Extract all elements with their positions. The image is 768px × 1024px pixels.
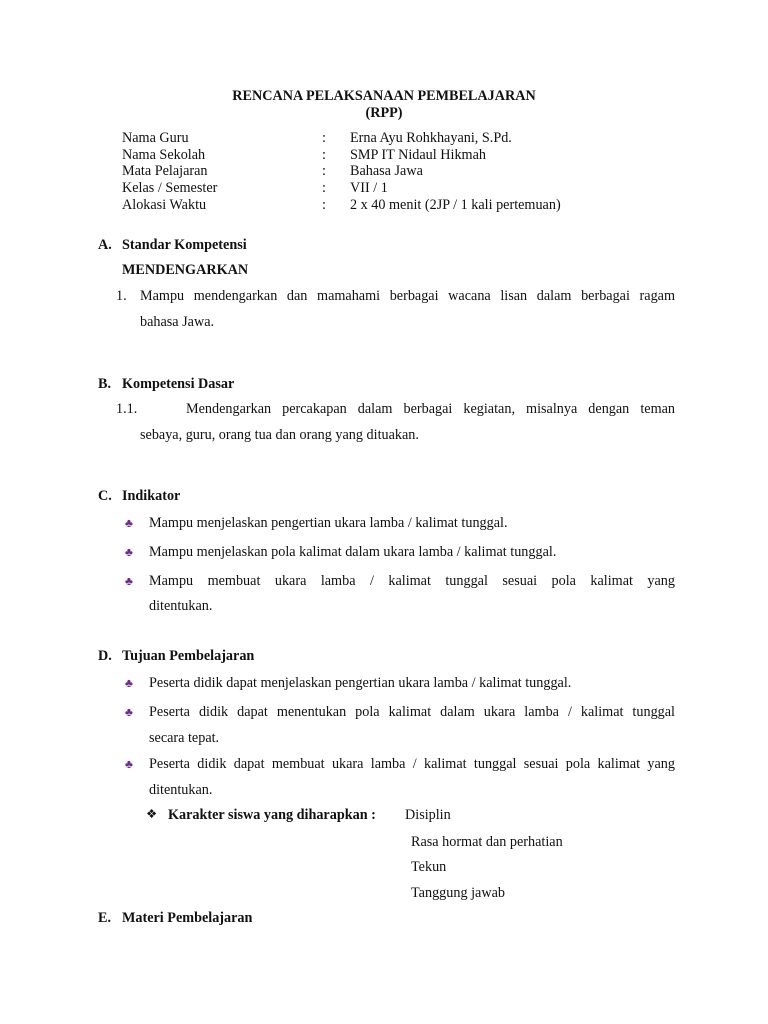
section-b-heading: Kompetensi Dasar <box>122 376 235 392</box>
identity-label: Alokasi Waktu <box>122 197 207 213</box>
identity-value: Erna Ayu Rohkhayani, S.Pd. <box>350 130 512 146</box>
section-b-item-line: Mendengarkan percakapan dalam berbagai kegiatan, misalnya dengan teman <box>186 401 675 417</box>
section-a-item-line: bahasa Jawa. <box>140 314 215 330</box>
section-b-item-line: sebaya, guru, orang tua dan orang yang dituakan. <box>140 427 419 443</box>
indicator-item: Mampu membuat ukara lamba / kalimat tunggal sesuai pola kalimat yang <box>149 573 675 589</box>
section-d-heading: Tujuan Pembelajaran <box>122 648 255 664</box>
objective-item-continuation: secara tepat. <box>149 730 220 746</box>
section-a-subheading: MENDENGARKAN <box>122 262 249 278</box>
identity-value: Bahasa Jawa <box>350 163 423 179</box>
karakter-value: Rasa hormat dan perhatian <box>411 834 563 850</box>
identity-label: Nama Guru <box>122 130 189 146</box>
club-bullet-icon: ♣ <box>125 545 133 559</box>
objective-item-continuation: ditentukan. <box>149 782 213 798</box>
identity-separator: : <box>322 180 326 196</box>
karakter-value: Tekun <box>411 859 447 875</box>
identity-label: Mata Pelajaran <box>122 163 208 179</box>
club-bullet-icon: ♣ <box>125 516 133 530</box>
objective-item: Peserta didik dapat menjelaskan pengertian ukara lamba / kalimat tunggal. <box>149 675 572 691</box>
indicator-item: Mampu menjelaskan pola kalimat dalam ukara lamba / kalimat tunggal. <box>149 544 557 560</box>
club-bullet-icon: ♣ <box>125 676 133 690</box>
section-a-heading: Standar Kompetensi <box>122 237 247 253</box>
document-title: RENCANA PELAKSANAAN PEMBELAJARAN <box>232 88 536 104</box>
club-bullet-icon: ♣ <box>125 574 133 588</box>
karakter-label: Karakter siswa yang diharapkan : <box>168 807 376 823</box>
indicator-item-continuation: ditentukan. <box>149 598 213 614</box>
section-e-heading: Materi Pembelajaran <box>122 910 253 926</box>
club-bullet-icon: ♣ <box>125 757 133 771</box>
club-bullet-icon: ♣ <box>125 705 133 719</box>
section-e-letter: E. <box>98 910 112 926</box>
identity-value: SMP IT Nidaul Hikmah <box>350 147 486 163</box>
document-subtitle: (RPP) <box>365 105 403 121</box>
section-c-letter: C. <box>98 488 112 504</box>
section-c-heading: Indikator <box>122 488 181 504</box>
identity-separator: : <box>322 163 326 179</box>
section-a-letter: A. <box>98 237 112 253</box>
section-b-letter: B. <box>98 376 112 392</box>
karakter-value: Tanggung jawab <box>411 885 505 901</box>
identity-label: Nama Sekolah <box>122 147 206 163</box>
identity-label: Kelas / Semester <box>122 180 218 196</box>
objective-item: Peserta didik dapat menentukan pola kalimat dalam ukara lamba / kalimat tunggal <box>149 704 675 720</box>
identity-separator: : <box>322 197 326 213</box>
section-b-item-number: 1.1. <box>116 401 138 417</box>
identity-separator: : <box>322 130 326 146</box>
identity-value: 2 x 40 menit (2JP / 1 kali pertemuan) <box>350 197 561 213</box>
identity-separator: : <box>322 147 326 163</box>
diamond-bullet-icon: ❖ <box>146 807 158 821</box>
section-a-item-number: 1. <box>116 288 127 304</box>
objective-item: Peserta didik dapat membuat ukara lamba / kalimat tunggal sesuai pola kalimat yang <box>149 756 675 772</box>
karakter-value: Disiplin <box>405 807 451 823</box>
section-d-letter: D. <box>98 648 112 664</box>
section-a-item-line: Mampu mendengarkan dan mamahami berbagai wacana lisan dalam berbagai ragam <box>140 288 675 304</box>
indicator-item: Mampu menjelaskan pengertian ukara lamba / kalimat tunggal. <box>149 515 508 531</box>
identity-value: VII / 1 <box>350 180 388 196</box>
